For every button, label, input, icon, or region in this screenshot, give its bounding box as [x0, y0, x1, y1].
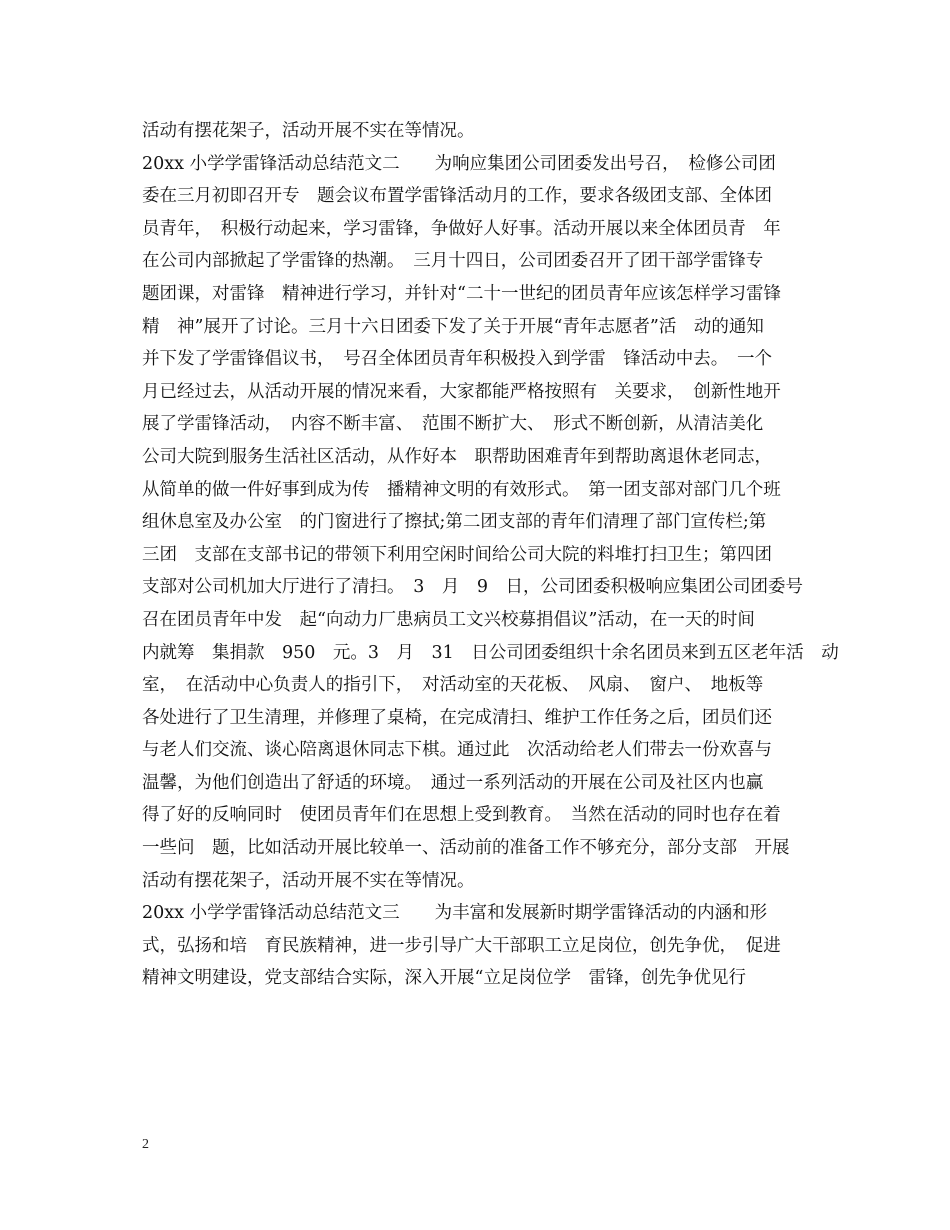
text-line: 在公司内部掀起了学雷锋的热潮。 三月十四日，公司团委召开了团干部学雷锋专: [142, 251, 764, 272]
text-line: 得了好的反响同时 使团员青年们在思想上受到教育。 当然在活动的同时也存在着: [142, 805, 781, 826]
text-line: 月已经过去，从活动开展的情况来看，大家都能严格按照有 关要求， 创新性地开: [142, 381, 781, 402]
text-line: 温馨，为他们创造出了舒适的环境。 通过一系列活动的开展在公司及社区内也赢: [142, 772, 764, 793]
text-line: 组休息室及办公室 的门窗进行了擦拭;第二团支部的青年们清理了部门宣传栏;第: [142, 512, 767, 533]
text-line: 并下发了学雷锋倡议书， 号召全体团员青年积极投入到学雷 锋活动中去。 一个: [142, 349, 772, 370]
text-line: 活动有摆花架子，活动开展不实在等情况。: [142, 121, 475, 141]
text-line: 内就筹 集捐款 950 元。3 月 31 日公司团委组织十余名团员来到五区老年活 动: [142, 642, 839, 663]
text-line: 与老人们交流、谈心陪离退休同志下棋。通过此 次活动给老人们带去一份欢喜与: [142, 740, 772, 761]
text-line: 式，弘扬和培 育民族精神，进一步引导广大干部职工立足岗位，创先争优， 促进: [142, 935, 781, 956]
text-line: 精 神”展开了讨论。三月十六日团委下发了关于开展“青年志愿者”活 动的通知: [142, 316, 764, 337]
text-line: 三团 支部在支部书记的带领下利用空闲时间给公司大院的料堆打扫卫生；第四团: [142, 544, 772, 565]
text-line: 活动有摆花架子，活动开展不实在等情况。: [142, 870, 475, 891]
text-line: 精神文明建设，党支部结合实际，深入开展“立足岗位学 雷锋，创先争优见行: [142, 968, 746, 989]
text-line: 室， 在活动中心负责人的指引下， 对活动室的天花板、 风扇、 窗户、 地板等: [142, 675, 764, 696]
text-line: 召在团员青年中发 起“向动力厂患病员工文兴校募捐倡议”活动，在一天的时间: [142, 609, 755, 630]
text-line: 公司大院到服务生活社区活动，从作好本 职帮助困难青年到帮助离退休老同志，: [142, 446, 772, 467]
text-line: 20xx 小学学雷锋活动总结范文三 为丰富和发展新时期学雷锋活动的内涵和形: [142, 903, 768, 924]
text-line: 一些问 题，比如活动开展比较单一、活动前的准备工作不够充分，部分支部 开展: [142, 838, 790, 859]
text-line: 员青年， 积极行动起来，学习雷锋，争做好人好事。活动开展以来全体团员青 年: [142, 218, 781, 239]
text-line: 各处进行了卫生清理，并修理了桌椅，在完成清扫、维护工作任务之后，团员们还: [142, 707, 772, 728]
text-line: 委在三月初即召开专 题会议布置学雷锋活动月的工作，要求各级团支部、全体团: [142, 186, 772, 207]
body-text: [142, 115, 839, 995]
text-line: 20xx 小学学雷锋活动总结范文二 为响应集团公司团委发出号召， 检修公司团: [142, 153, 776, 174]
text-line: 支部对公司机加大厅进行了清扫。 3 月 9 日，公司团委积极响应集团公司团委号: [142, 577, 804, 598]
text-line: 题团课，对雷锋 精神进行学习，并针对“二十一世纪的团员青年应该怎样学习雷锋: [142, 283, 781, 304]
text-line: 从简单的做一件好事到成为传 播精神文明的有效形式。 第一团支部对部门几个班: [142, 479, 781, 500]
page-number: 2: [142, 1137, 149, 1152]
text-line: 展了学雷锋活动， 内容不断丰富、 范围不断扩大、 形式不断创新，从清洁美化: [142, 414, 764, 435]
